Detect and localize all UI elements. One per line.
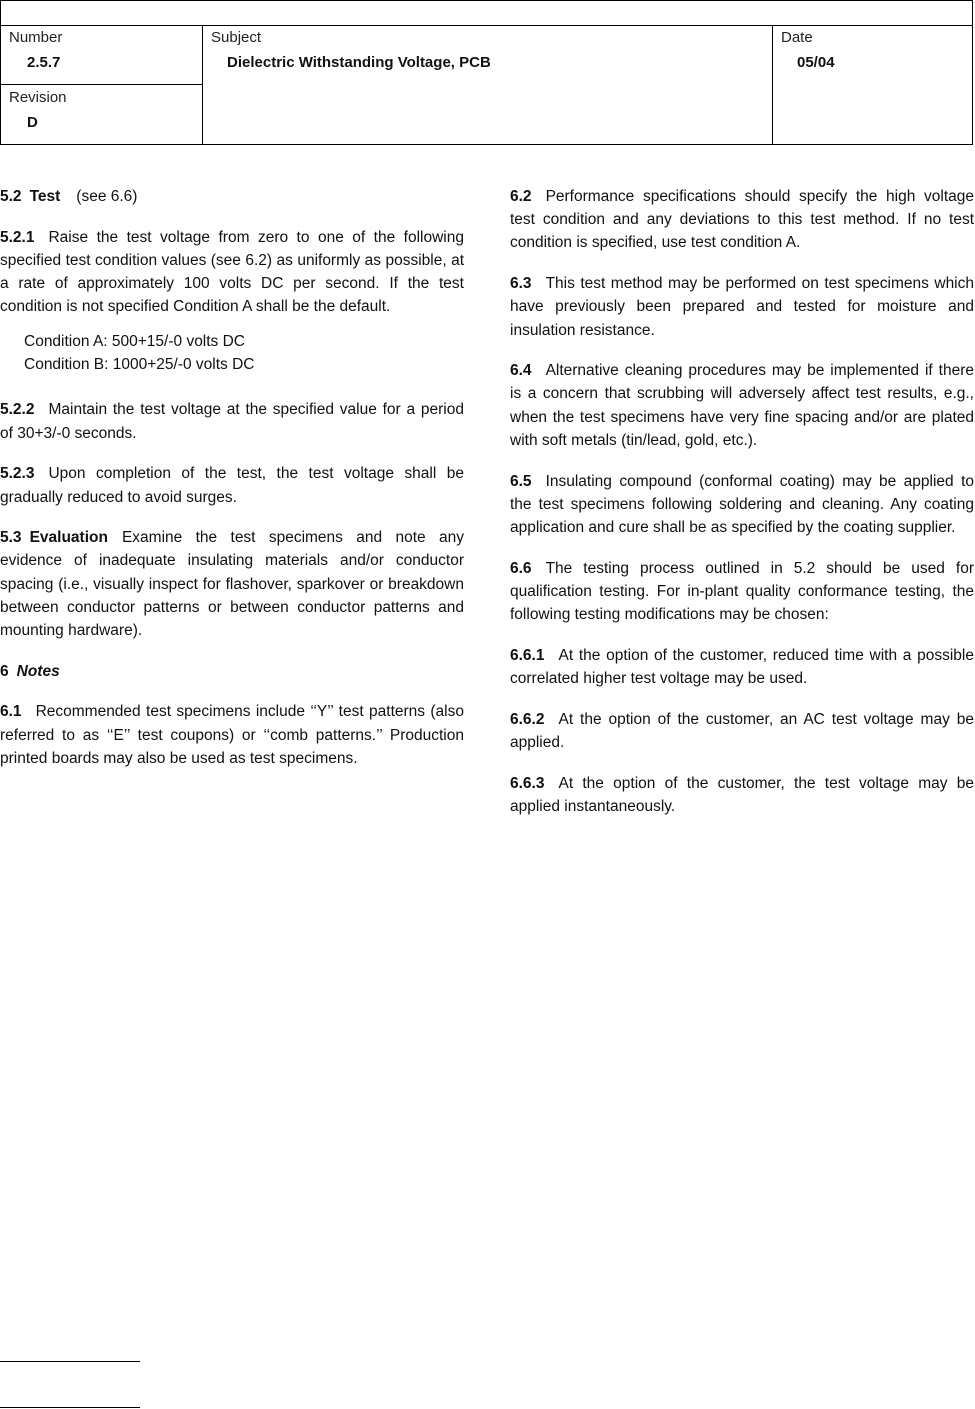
test-conditions-list xyxy=(24,330,464,376)
date-label: Date xyxy=(781,29,813,46)
section-title: Evaluation xyxy=(29,529,108,547)
revision-value: D xyxy=(27,114,38,131)
section-title: Test xyxy=(29,188,61,205)
paragraph-number: 6.3 xyxy=(510,275,532,293)
condition-b: Condition B: 1000+25/-0 volts DC xyxy=(24,356,255,374)
paragraph-text: Maintain the test voltage at the specified value for a period of 30+3/-0 seconds. xyxy=(0,401,464,442)
paragraph-text: At the option of the customer, an AC test voltage may be applied. xyxy=(510,710,974,751)
section-5-2-heading xyxy=(0,185,464,208)
footnote-rule xyxy=(0,1361,140,1362)
paragraph-6-6-1 xyxy=(510,644,974,690)
section-reference: (see 6.6) xyxy=(76,188,138,205)
paragraph-number: 6.2 xyxy=(510,188,532,205)
number-value: 2.5.7 xyxy=(27,54,61,71)
paragraph-number: 6.1 xyxy=(0,703,22,721)
paragraph-number: 5.2.2 xyxy=(0,401,35,419)
left-column xyxy=(0,185,464,788)
paragraph-text: Examine the test specimens and note any evidence of inadequate insulating materials and/or conductor spacing (i.e., visually inspect for flashover, sparkover or breakdown between conductor patterns or between conductor patterns and mounting hardware). xyxy=(0,529,464,640)
subject-cell xyxy=(203,25,773,144)
paragraph-text: At the option of the customer, reduced time with a possible correlated higher test voltage may be used. xyxy=(510,646,974,687)
paragraph-6-6-3 xyxy=(510,772,974,818)
section-number: 6 xyxy=(0,662,9,680)
revision-cell xyxy=(1,85,203,144)
paragraph-number: 6.6.1 xyxy=(510,646,545,664)
date-cell xyxy=(773,25,972,144)
paragraph-number: 6.6.2 xyxy=(510,710,545,728)
paragraph-text: Insulating compound (conformal coating) may be applied to the test specimens following soldering and cleaning. Any coating application and cure shall be as specified by the coating supplier. xyxy=(510,472,974,536)
paragraph-text: At the option of the customer, the test voltage may be applied instantaneously. xyxy=(510,774,974,815)
header-top-bar xyxy=(1,1,972,26)
date-value: 05/04 xyxy=(797,54,835,71)
paragraph-text: Alternative cleaning procedures may be implemented if there is a concern that scrubbing will adversely affect test results, e.g., when the test specimens have very fine spacing and/or are plated with soft metals (tin/lead, gold, etc.). xyxy=(510,362,974,449)
paragraph-text: Raise the test voltage from zero to one of the following specified test condition values (see 6.2) as uniformly as possible, at a rate of approximately 100 volts DC per second. If the test condition is not specified Condition A shall be the default. xyxy=(0,228,464,316)
paragraph-6-3 xyxy=(510,272,974,342)
paragraph-number: 5.2.1 xyxy=(0,228,35,246)
paragraph-text: This test method may be performed on test specimens which have previously been prepared and tested for moisture and insulation resistance. xyxy=(510,275,974,339)
paragraph-number: 5.2.3 xyxy=(0,465,35,483)
paragraph-6-1 xyxy=(0,700,464,770)
condition-a: Condition A: 500+15/-0 volts DC xyxy=(24,333,246,351)
paragraph-number: 5.3 xyxy=(0,529,22,547)
paragraph-6-4 xyxy=(510,359,974,452)
paragraph-text: Upon completion of the test, the test voltage shall be gradually reduced to avoid surges. xyxy=(0,465,464,506)
paragraph-text: Performance specifications should specify the high voltage test condition and any deviations to this test method. If no test condition is specified, use test condition A. xyxy=(510,188,974,252)
paragraph-5-2-2 xyxy=(0,398,464,444)
paragraph-text: Recommended test specimens include ‘‘Y’’ test patterns (also referred to as ‘‘E’’ test coupons) or ‘‘comb patterns.’’ Production printed boards may also be used as test specimens. xyxy=(0,703,464,767)
paragraph-5-2-3 xyxy=(0,462,464,508)
paragraph-6-5 xyxy=(510,470,974,540)
number-label: Number xyxy=(9,29,63,46)
paragraph-5-3 xyxy=(0,526,464,642)
paragraph-6-6 xyxy=(510,557,974,627)
footnote-rule xyxy=(0,1407,140,1408)
paragraph-6-6-2 xyxy=(510,708,974,754)
paragraph-6-2 xyxy=(510,185,974,255)
number-cell xyxy=(1,25,203,85)
section-title: Notes xyxy=(16,662,60,680)
paragraph-text: The testing process outlined in 5.2 should be used for qualification testing. For in-plant quality conformance testing, the following testing modifications may be chosen: xyxy=(510,559,974,624)
paragraph-number: 6.6 xyxy=(510,559,532,577)
paragraph-5-2-1 xyxy=(0,226,464,319)
paragraph-number: 6.5 xyxy=(510,472,532,490)
subject-value: Dielectric Withstanding Voltage, PCB xyxy=(227,54,491,71)
paragraph-number: 6.6.3 xyxy=(510,774,545,792)
section-number: 5.2 xyxy=(0,188,22,205)
paragraph-number: 6.4 xyxy=(510,362,532,380)
revision-label: Revision xyxy=(9,89,67,106)
right-column xyxy=(510,185,974,835)
subject-label: Subject xyxy=(211,29,262,46)
section-6-heading xyxy=(0,660,464,683)
document-header-table xyxy=(0,0,973,145)
